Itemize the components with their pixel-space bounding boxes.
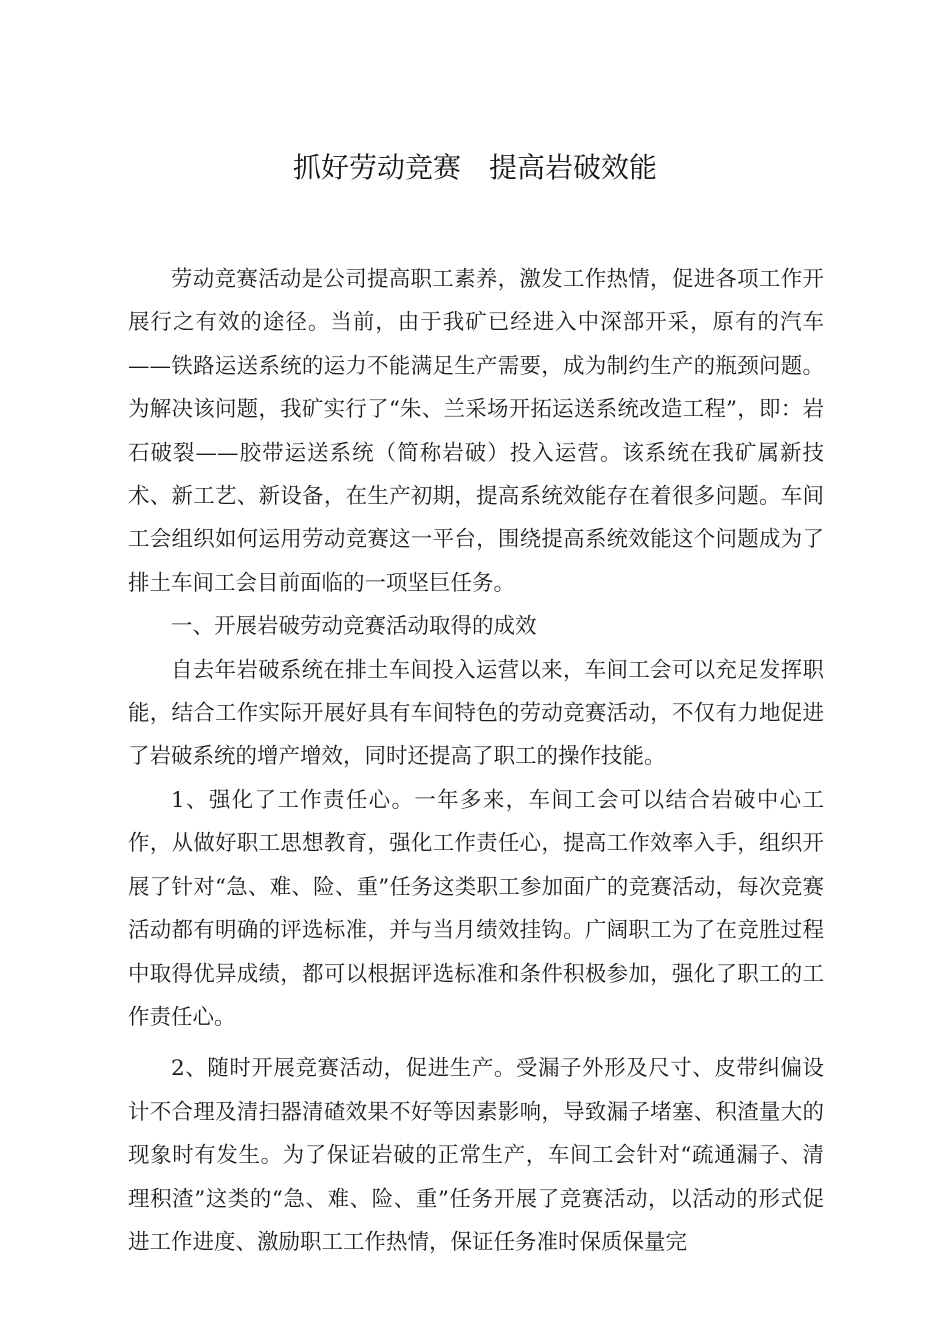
section-heading-1: 一、开展岩破劳动竞赛活动取得的成效	[171, 614, 537, 640]
paragraph-section-1-intro: 自去年岩破系统在排土车间投入运营以来，车间工会可以充足发挥职能，结合工作实际开展好具有车间特色的劳动竞赛活动，不仅有力地促进了岩破系统的增产增效，同时还提高了职工的操作技能。	[128, 657, 824, 770]
paragraph-intro: 劳动竞赛活动是公司提高职工素养，激发工作热情，促进各项工作开展行之有效的途径。当前，由于我矿已经进入中深部开采，原有的汽车——铁路运送系统的运力不能满足生产需要，成为制约生产的瓶颈问题。为解决该问题，我矿实行了“朱、兰采场开拓运送系统改造工程”，即：岩石破裂——胶带运送系统（简称岩破）投入运营。该系统在我矿属新技术、新工艺、新设备，在生产初期，提高系统效能存在着很多问题。车间工会组织如何运用劳动竞赛这一平台，围绕提高系统效能这个问题成为了排土车间工会目前面临的一项坚巨任务。	[128, 267, 824, 596]
document-body	[128, 258, 824, 1264]
paragraph-point-2: 2、随时开展竞赛活动，促进生产。受漏子外形及尺寸、皮带纠偏设计不合理及清扫器清碴效果不好等因素影响，导致漏子堵塞、积渣量大的现象时有发生。为了保证岩破的正常生产，车间工会针对“疏通漏子、清理积渣”这类的“急、难、险、重”任务开展了竞赛活动，以活动的形式促进工作进度、激励职工工作热情，保证任务准时保质保量完	[128, 1056, 824, 1255]
document-title: 抓好劳动竞赛 提高岩破效能	[292, 151, 657, 184]
paragraph-point-1: 1、强化了工作责任心。一年多来，车间工会可以结合岩破中心工作，从做好职工思想教育，强化工作责任心，提高工作效率入手，组织开展了针对“急、难、险、重”任务这类职工参加面广的竞赛活动，每次竞赛活动都有明确的评选标准，并与当月绩效挂钩。广阔职工为了在竞胜过程中取得优异成绩，都可以根据评选标准和条件积极参加，强化了职工的工作责任心。	[128, 787, 824, 1030]
